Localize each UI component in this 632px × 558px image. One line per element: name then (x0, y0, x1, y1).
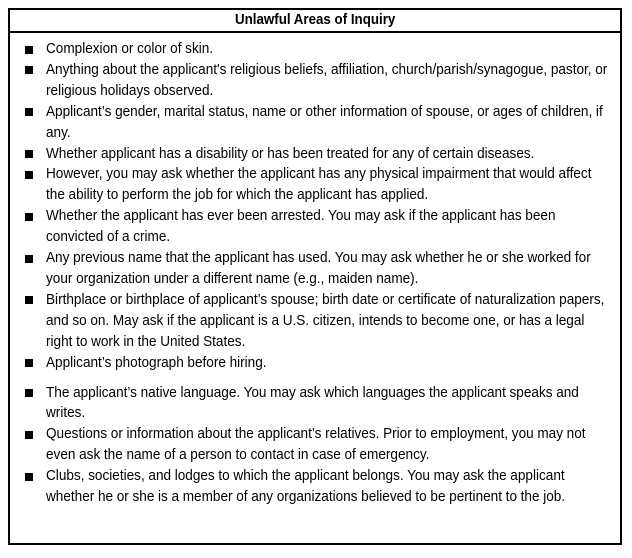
list-item-text: Birthplace or birthplace of applicant’s spouse; birth date or certificate of naturalization papers, and so on. May ask if the applicant is a U.S. citizen, intends to become one, or has a legal right to work in the United States. (46, 291, 605, 350)
list-item-text: Whether applicant has a disability or has been treated for any of certain diseases. (46, 145, 535, 162)
list-item (19, 164, 612, 206)
list-item-text: Anything about the applicant's religious beliefs, affiliation, church/parish/synagogue, pastor, or religious holidays observed. (46, 61, 608, 99)
filled-square-bullet-icon (25, 150, 33, 158)
list-item-text: The applicant’s native language. You may ask which languages the applicant speaks and writes. (46, 384, 579, 422)
list-item (19, 60, 612, 102)
filled-square-bullet-icon (25, 46, 33, 54)
filled-square-bullet-icon (25, 255, 33, 263)
list-item (19, 206, 612, 248)
list-item-text: However, you may ask whether the applicant has any physical impairment that would affect the ability to perform the job for which the applicant has applied. (46, 166, 592, 204)
table-header (10, 10, 620, 33)
list-item (19, 424, 612, 466)
unlawful-inquiry-list (10, 33, 620, 508)
list-item (19, 383, 612, 425)
filled-square-bullet-icon (25, 431, 33, 439)
list-item (19, 248, 612, 290)
list-item (19, 39, 612, 60)
unlawful-areas-of-inquiry-table (8, 8, 622, 545)
filled-square-bullet-icon (25, 213, 33, 221)
filled-square-bullet-icon (25, 66, 33, 74)
list-item (19, 290, 612, 353)
filled-square-bullet-icon (25, 296, 33, 304)
list-item-text: Applicant’s photograph before hiring. (46, 354, 267, 371)
list-item (19, 102, 612, 144)
list-item (19, 353, 612, 374)
list-item-text: Applicant’s gender, marital status, name or other information of spouse, or ages of children, if any. (46, 103, 603, 141)
list-item-text: Complexion or color of skin. (46, 41, 214, 57)
filled-square-bullet-icon (25, 473, 33, 481)
list-item-text: Any previous name that the applicant has used. You may ask whether he or she worked for your organization under a different name (e.g., maiden name). (46, 250, 591, 287)
list-item (19, 144, 612, 165)
list-item-text: Questions or information about the applicant’s relatives. Prior to employment, you may not even ask the name of a person to contact in case of emergency. (46, 426, 586, 464)
filled-square-bullet-icon (25, 389, 33, 397)
filled-square-bullet-icon (25, 108, 33, 116)
list-item-text: Clubs, societies, and lodges to which the applicant belongs. You may ask the applicant whether he or she is a member of any organizations believed to be pertinent to the job. (46, 468, 566, 506)
table-title: Unlawful Areas of Inquiry (234, 12, 396, 28)
list-item (19, 466, 612, 508)
filled-square-bullet-icon (25, 359, 33, 367)
list-item-text: Whether the applicant has ever been arrested. You may ask if the applicant has been convicted of a crime. (46, 208, 556, 246)
filled-square-bullet-icon (25, 171, 33, 179)
